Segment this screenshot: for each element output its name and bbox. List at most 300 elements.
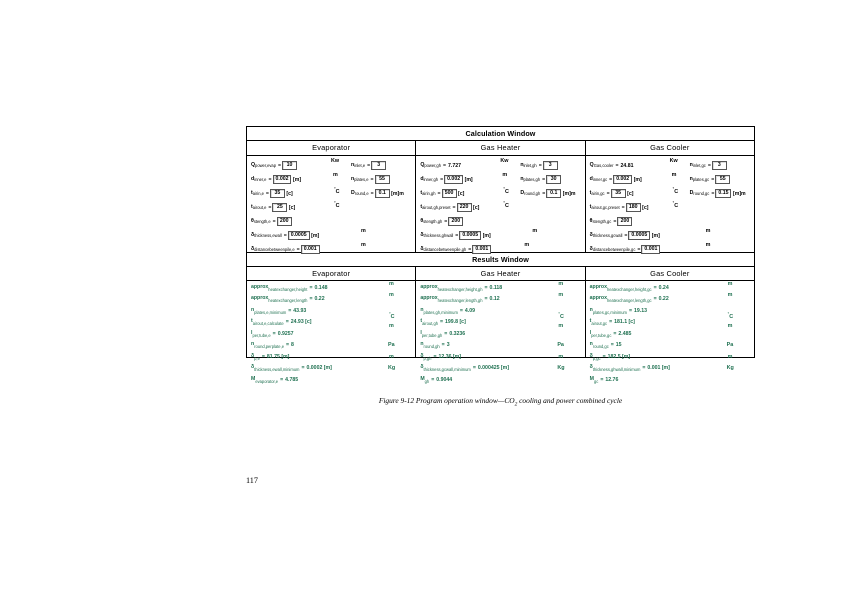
input-field[interactable]: 30 [546,175,561,184]
result-variable-subscript: p,gh [423,355,432,361]
result-unit-label: m [727,292,733,299]
input-field[interactable]: 0.002 [613,175,632,184]
result-variable-label: $\delta_{p,gh}$ [420,352,432,361]
computed-value: 24.81 [620,162,634,169]
result-value: 4.785 [285,376,299,383]
equals-sign: = [367,162,371,169]
result-value: 0.22 [314,296,325,303]
unit-label: m [705,241,711,248]
calculation-primary-fields [420,159,491,257]
result-value: 0.0002 [m] [306,365,332,372]
input-field[interactable]: 0.0005 [459,231,481,240]
calculation-row [590,187,661,201]
result-unit-label: m [727,281,733,288]
calculation-row [351,187,404,201]
result-variable-label: $M_{gc}$ [589,375,599,384]
results-row [251,317,332,329]
variable-label: $\delta_{distancebetweenpile,gc}$ [589,246,636,252]
equals-sign: = [283,232,287,239]
calculation-row [351,173,404,187]
result-unit-label: Kg [726,365,734,372]
results-row [590,351,670,363]
result-variable-label: approx$_{heatexchanger,height,gh}$ [420,283,483,292]
equals-sign: = [609,319,613,326]
equals-sign: = [440,319,444,326]
result-unit-label: m [727,323,733,330]
equals-sign: = [455,232,459,239]
equals-sign: = [468,246,472,253]
result-variable-label: $n_{plates,gh,minimum}$ [420,306,458,315]
variable-subscript: stength,gh [423,219,443,224]
variable-subscript: airout,e [252,205,267,210]
equals-sign: = [609,176,613,183]
result-unit-label: Kg [557,365,565,372]
input-field[interactable]: 0.1 [375,189,390,198]
results-column-evaporator [247,267,416,384]
result-value: 2.485 [618,330,632,337]
result-value: 8 [291,342,294,349]
calculation-column-header-gas-cooler: Gas Cooler [586,141,754,155]
result-variable-subscript: airout,gh [422,321,438,327]
input-field[interactable]: 0.001 [472,245,491,254]
calculation-row [251,159,320,173]
calculation-row [420,243,491,257]
result-variable-label: $n_{round,perplate,e}$ [251,341,284,350]
calculation-column-gas-cooler [586,141,754,251]
variable-subscript: inlet,gc [692,163,706,168]
result-value: 0.000425 [m] [477,365,509,372]
result-variable-label: $l_{per,tube,gh}$ [420,329,443,338]
input-field[interactable]: 0.002 [444,175,463,184]
variable-label: $t_{airout,e}$ [251,204,267,210]
unit-label: ° C [673,201,679,209]
results-column-header-gas-cooler: Gas Cooler [586,267,754,281]
calculation-primary-fields [251,159,320,257]
result-value: 0.148 [314,284,328,291]
result-unit-label: ° C [728,312,734,320]
calculation-row [520,187,575,201]
unit-label: m [532,227,538,234]
result-variable-label: approx$_{heatexchanger,length,gc}$ [589,295,652,304]
result-variable-label: $\delta_{thickness,gcwall,minimum}$ [420,364,471,373]
input-field[interactable]: 3 [371,161,386,170]
equals-sign: = [261,353,265,360]
result-value: 4.09 [464,307,475,314]
equals-sign: = [711,190,715,197]
result-variable-label: approx$_{heatexchanger,length}$ [251,295,308,304]
equals-sign: = [268,176,272,183]
variable-label: $\theta_{stength,gc}$ [589,218,612,224]
result-value: 0.9257 [277,330,294,337]
calculation-row [251,229,320,243]
equals-sign: = [443,162,447,169]
result-variable-label: $t_{airout,e,calculate}$ [251,318,284,327]
variable-subscript: inlet,gh [523,163,537,168]
result-unit-label: Pa [388,342,395,349]
equals-sign: = [268,204,272,211]
calculation-row [520,173,575,187]
result-value: 181.1 [c] [614,319,635,326]
result-variable-subscript: p,gc [592,355,601,361]
equals-sign: = [285,319,289,326]
results-row [251,305,332,317]
calculation-row [420,173,491,187]
variable-subscript: airout,gh,preset [422,205,451,210]
variable-label: $\delta_{thickness,ewall}$ [251,232,282,238]
equals-sign: = [265,190,269,197]
results-column-gas-heater [416,267,585,384]
calculation-row [251,201,320,215]
variable-subscript: thickness,gcwall [592,233,623,238]
result-variable-subscript: plates,gc,minimum [592,309,627,315]
calculation-secondary-fields [520,159,575,201]
result-value: 0.118 [489,284,503,291]
calculation-row [590,173,661,187]
variable-subscript: airin,gc [591,191,605,196]
results-row [251,374,332,386]
equals-sign: = [484,296,488,303]
equals-sign: = [433,353,437,360]
variable-subscript: airin,e [252,191,264,196]
input-field[interactable]: 3 [712,161,727,170]
variable-subscript: thickness,ewall [254,233,282,238]
unit-label: m [502,171,508,178]
calculation-row [420,215,491,229]
input-field[interactable]: 200 [277,217,292,226]
input-field[interactable]: 0.15 [715,189,731,198]
variable-label: $\theta_{stength,gh}$ [420,218,443,224]
result-variable-subscript: thickness,gcwall,minimum [423,367,471,373]
variable-label: $t_{airin,gh}$ [420,190,436,196]
input-field[interactable]: 25 [272,203,287,212]
results-row [420,294,509,306]
unit-suffix: [m] [633,176,642,183]
results-values-evaporator [247,281,415,384]
input-field[interactable]: 0.1 [546,189,561,198]
results-row [420,351,509,363]
variable-label: $\delta_{thickness,ghwall}$ [420,232,454,238]
variable-subscript: plates,gc [692,177,710,182]
unit-suffix: [m]m [391,190,404,197]
unit-label: m [671,171,677,178]
results-row [420,305,509,317]
unit-label: m [524,241,530,248]
result-variable-subscript: plates,gh,minimum [423,309,458,315]
input-field[interactable]: 55 [375,175,390,184]
variable-label: $n_{plates,e}$ [351,176,369,182]
calculation-column-header-gas-heater: Gas Heater [416,141,584,155]
input-field[interactable]: 200 [448,217,463,226]
results-values-gas-cooler [586,281,754,384]
calculation-row [520,159,575,173]
calculation-row [251,187,320,201]
unit-suffix: [m]m [562,190,576,197]
input-field[interactable]: 180 [626,203,641,212]
equals-sign: = [642,365,646,372]
result-value: 0.001 [m] [647,365,670,372]
result-value: 0.22 [658,296,669,303]
input-field[interactable]: 10 [282,161,297,170]
calculation-row [590,229,661,243]
result-variable-label: approx$_{heatexchanger,height}$ [251,283,308,292]
variable-subscript: round,e [354,191,369,196]
result-variable-label: $\delta_{p,e}$ [251,352,260,361]
unit-label: m [361,241,366,248]
result-variable-subscript: round,gc [592,344,609,350]
variable-label: $t_{airout,gh,preset}$ [420,204,451,210]
calculation-column-evaporator [247,141,416,251]
equals-sign: = [600,376,604,383]
results-row [590,328,670,340]
input-field[interactable]: 500 [442,189,457,198]
calculation-secondary-fields [690,159,746,201]
variable-label: $d_{inner,e}$ [251,176,267,182]
result-value: 199.8 [c] [445,319,466,326]
equals-sign: = [542,176,546,183]
equals-sign: = [296,246,300,253]
results-list [590,282,670,386]
equals-sign: = [370,190,374,197]
input-field[interactable]: 0.0005 [288,231,310,240]
input-field[interactable]: 55 [715,175,730,184]
result-variable-subscript: heatexchanger,length [268,298,308,304]
calculation-fields-gas-heater [416,156,584,252]
equals-sign: = [653,296,657,303]
variable-subscript: plates,gh [523,177,541,182]
variable-subscript: airin,gh [422,191,436,196]
results-row [590,340,670,352]
equals-sign: = [431,376,435,383]
equals-sign: = [452,204,456,211]
results-row [420,317,509,329]
variable-subscript: power,gh [424,163,441,168]
result-value: 0.24 [658,284,669,291]
calculation-row [251,173,320,187]
result-unit-label: m [389,323,394,330]
variable-subscript: stength,gc [592,219,612,224]
variable-label: $Q_{power,gh}$ [420,162,441,168]
results-row [590,282,670,294]
result-value: 19.13 [634,307,647,314]
result-unit-label: m [389,354,394,361]
result-variable-subscript: round,perplate,e [254,344,284,350]
result-variable-subscript: heatexchanger,height,gh [437,286,483,292]
result-variable-label: $l_{per,tube,e}$ [251,329,271,338]
result-variable-label: $t_{airout,gc}$ [589,318,608,327]
results-row [420,282,509,294]
result-variable-label: $n_{round,gc}$ [589,341,609,350]
equals-sign: = [602,353,606,360]
result-variable-subscript: heatexchanger,height [268,286,308,292]
equals-sign: = [711,176,715,183]
variable-subscript: inner,e [254,177,267,182]
variable-subscript: round,gc [693,191,710,196]
computed-value: 7.727 [448,162,462,169]
results-row [590,363,670,375]
equals-sign: = [624,232,628,239]
equals-sign: = [444,218,448,225]
figure-caption [246,396,755,407]
result-unit-label: ° C [389,312,395,320]
unit-label: Kw [331,157,340,164]
variable-subscript: Gas,cooler [593,163,614,168]
variable-label: $Q_{power,evap}$ [251,162,276,168]
result-variable-subscript: heatexchanger,length,gh [437,298,483,304]
equals-sign: = [613,330,617,337]
calculation-row [251,243,320,257]
result-variable-subscript: per,tube,e [252,332,271,338]
result-variable-label: $n_{plates,gc,minimum}$ [589,306,627,315]
program-operation-window-figure [246,126,755,384]
result-value: 3 [446,342,450,349]
variable-label: $n_{inlet,gc}$ [689,162,706,168]
result-unit-label: Pa [557,342,564,349]
input-field[interactable]: 3 [543,161,558,170]
variable-subscript: distancebetweenpile,gh [423,247,467,252]
variable-label: $d_{inner,gc}$ [589,176,608,182]
unit-label: m [705,227,711,234]
variable-subscript: thickness,ghwall [423,233,454,238]
calculation-row [251,215,320,229]
result-unit-label: m [558,281,564,288]
figure-caption-pre: Figure 9-12 Program operation window—CO [378,396,515,405]
equals-sign: = [637,246,641,253]
result-unit-label: m [727,354,733,361]
equals-sign: = [628,307,632,314]
calculation-row [690,187,746,201]
variable-label: $t_{airin,e}$ [251,190,264,196]
results-column-gas-cooler [586,267,754,384]
result-value: 24.93 [c] [290,319,312,326]
variable-label: $d_{inner,gh}$ [420,176,439,182]
equals-sign: = [542,190,546,197]
result-unit-label: Kg [388,365,396,372]
result-variable-subscript: plates,e,minimum [254,309,287,315]
input-field[interactable]: 200 [617,217,632,226]
equals-sign: = [272,218,276,225]
results-row [590,374,670,386]
calculation-column-gas-heater [416,141,585,251]
variable-subscript: distancebetweenpile,e [254,247,295,252]
result-variable-subscript: gh [424,378,430,384]
variable-label: $D_{round,gc}$ [689,190,710,196]
unit-suffix: [c] [473,204,480,211]
variable-label: $\delta_{distancebetweenpile,e}$ [251,246,295,252]
calculation-row [420,201,491,215]
results-row [251,294,332,306]
variable-subscript: inner,gc [592,177,608,182]
variable-label: $n_{inlet,gh}$ [520,162,537,168]
page-number: 117 [246,476,258,485]
equals-sign: = [459,307,463,314]
unit-label: Kw [669,157,678,164]
variable-subscript: distancebetweenpile,gc [592,247,636,252]
calculation-row [420,187,491,201]
calculation-fields-evaporator [247,156,415,252]
unit-label: ° C [334,187,340,195]
result-variable-subscript: heatexchanger,length,gc [606,298,652,304]
equals-sign: = [301,365,305,372]
unit-suffix: [m] [464,176,473,183]
results-row [251,351,332,363]
variable-subscript: inner,gh [423,177,439,182]
calculation-window [246,126,755,253]
input-field[interactable]: 35 [270,189,285,198]
result-value: 0.9044 [436,376,453,383]
result-unit-label: m [558,292,564,299]
input-field[interactable]: 35 [611,189,626,198]
variable-label: $\theta_{stength,e}$ [251,218,271,224]
variable-subscript: round,gh [524,191,541,196]
result-variable-subscript: per,tube,gc [591,332,612,338]
equals-sign: = [280,376,284,383]
variable-subscript: stength,e [253,219,271,224]
result-unit-label: m [558,323,564,330]
results-row [420,363,509,375]
variable-subscript: airout,gc,preset [591,205,620,210]
calculation-row [420,229,491,243]
result-variable-subscript: airout,gc [591,321,608,327]
input-field[interactable]: 220 [457,203,472,212]
unit-suffix: [c] [642,204,649,211]
result-value: 43.93 [293,307,307,314]
results-row [420,328,509,340]
equals-sign: = [370,176,374,183]
variable-subscript: power,evap [255,163,276,168]
unit-label: ° C [503,201,509,209]
result-unit-label: Pa [726,342,734,349]
calculation-window-title: Calculation Window [247,127,754,141]
variable-label: $\delta_{distancebetweenpile,gh}$ [420,246,467,252]
calculation-row [590,201,661,215]
results-window-title: Results Window [247,253,754,267]
calculation-row [351,159,404,173]
result-variable-label: approx$_{heatexchanger,height,gc}$ [589,283,652,292]
figure-caption-subscript: 2 [514,401,518,408]
unit-label: ° C [673,187,679,195]
variable-label: $n_{plates,gh}$ [520,176,541,182]
results-list [420,282,509,386]
results-values-gas-heater [416,281,584,384]
input-field[interactable]: 0.001 [641,245,660,254]
unit-label: ° C [334,201,340,209]
result-variable-label: $\delta_{thickness,ghwall,minimum}$ [589,364,641,373]
unit-suffix: [c] [627,190,634,197]
results-column-header-evaporator: Evaporator [247,267,415,281]
result-variable-subscript: airout,e,calculate [252,321,284,327]
calculation-row [420,159,491,173]
input-field[interactable]: 0.0005 [628,231,650,240]
equals-sign: = [621,204,625,211]
input-field[interactable]: 0.001 [301,245,320,254]
unit-suffix: [m] [292,176,302,183]
calculation-window-columns [247,141,754,251]
results-row [420,374,509,386]
input-field[interactable]: 0.002 [273,175,292,184]
result-variable-label: $l_{per,tube,gc}$ [589,329,612,338]
result-variable-subscript: thickness,ewall,minimum [254,367,300,373]
calculation-row [590,159,661,173]
calculation-row [690,173,746,187]
unit-label: ° C [503,187,509,195]
result-value: 12.36 [m] [438,353,461,360]
equals-sign: = [440,176,444,183]
variable-label: $t_{airout,gc,preset}$ [589,204,620,210]
results-row [590,305,670,317]
result-variable-label: $t_{airout,gh}$ [420,318,438,327]
figure-caption-post: cooling and power combined cycle [517,396,623,405]
calculation-primary-fields [590,159,661,257]
